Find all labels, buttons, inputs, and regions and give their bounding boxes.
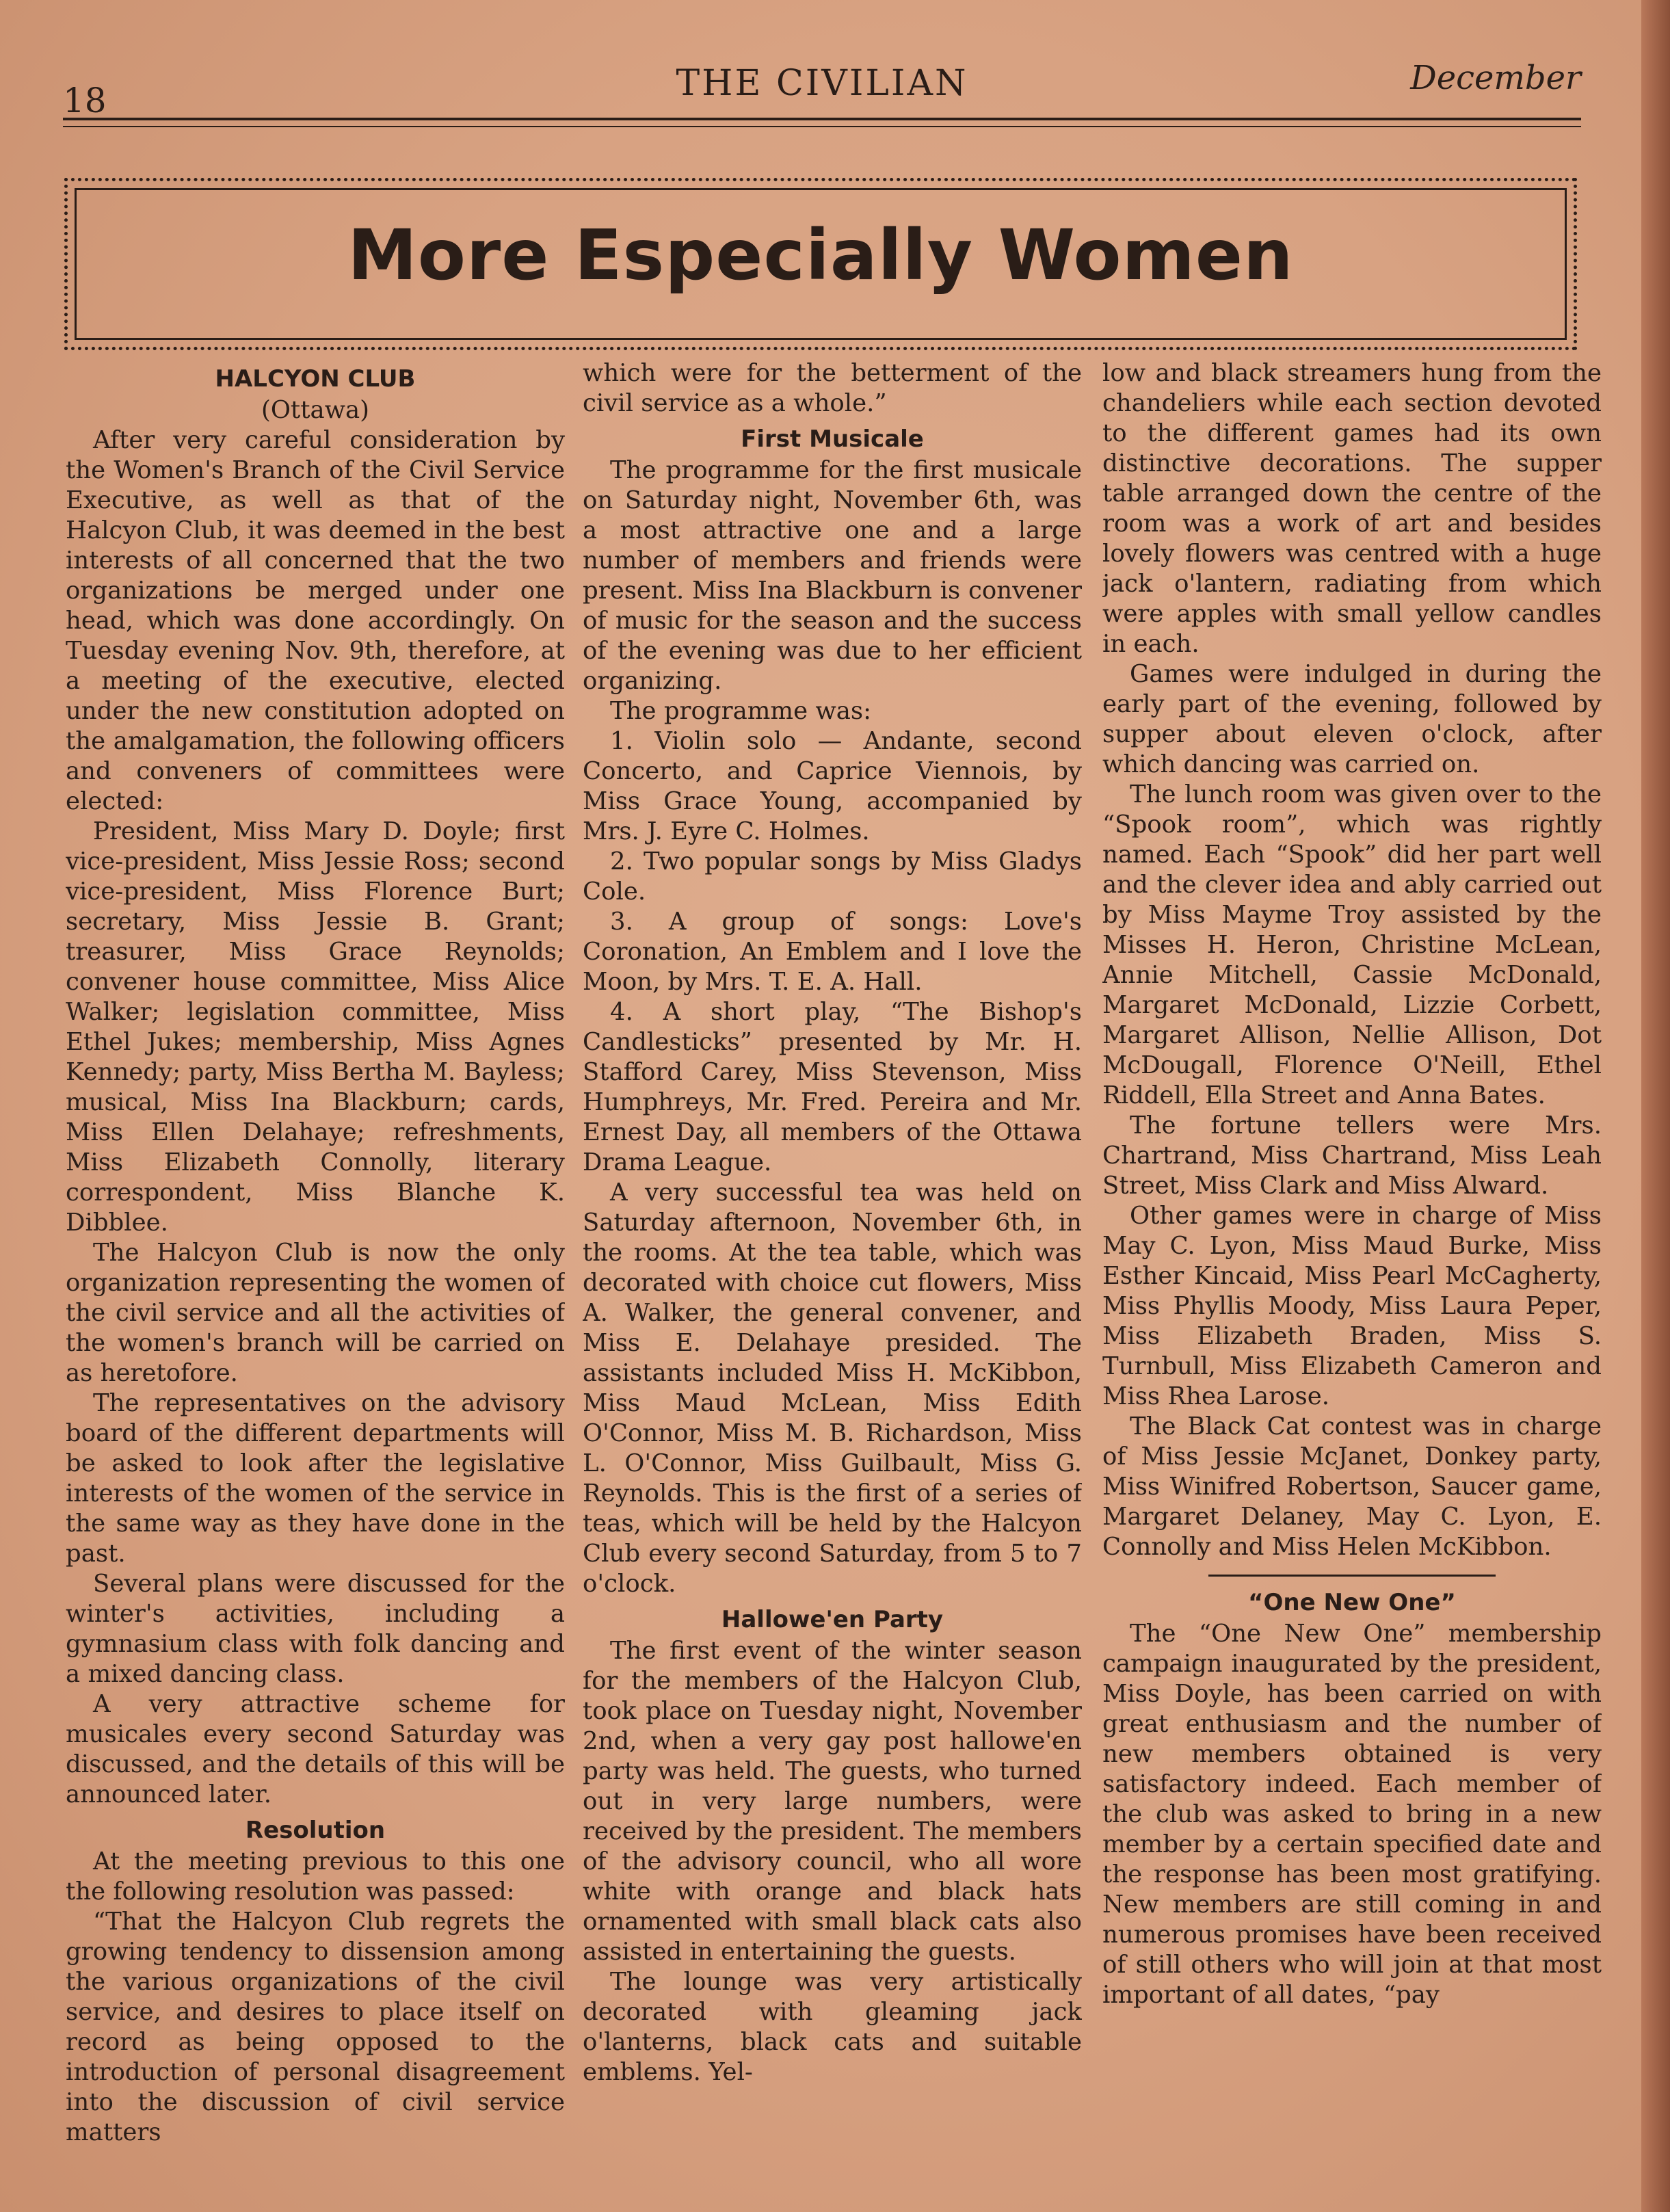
section-divider (1208, 1575, 1496, 1577)
paragraph: The Black Cat contest was in charge of Miss Jessie McJanet, Donkey party, Miss Winifred Robertson, Saucer game, Margaret Delaney, May C. Lyon, E. Connolly and Miss Helen McKibbon. (1102, 1412, 1602, 1561)
section-title-box (64, 178, 1577, 350)
programme-item: 3. A group of songs: Love's Coronation, An Emblem and I love the Moon, by Mrs. T. E. A. Hall. (583, 908, 1082, 996)
section-heading-halloween-party: Hallowe'en Party (721, 1606, 944, 1633)
programme-item: 2. Two popular songs by Miss Gladys Cole. (583, 847, 1082, 906)
paragraph: The “One New One” membership campaign inaugurated by the president, Miss Doyle, has been carried on with great enthusiasm and the number of new members obtained is very satisfactory indeed. Each member of the club was asked to bring in a new member by a certain specified date and the response has been most gratifying. New members are still coming in and numerous promises have been received of still others who will join at that most important of all dates, “pay (1102, 1620, 1602, 2009)
header-rule (63, 118, 1581, 120)
paragraph: After very careful consideration by the Women's Branch of the Civil Service Executive, as well as that of the Halcyon Club, it was deemed in the best interests of all concerned that the two organizations be merged under one head, which was done accordingly. On Tuesday evening Nov. 9th, therefore, at a meeting of the executive, elected under the new constitution adopted on the amalgamation, the following officers and conveners of committees were elected: (66, 426, 565, 815)
paragraph: The programme was: (610, 697, 872, 725)
paragraph: A very successful tea was held on Saturday afternoon, November 6th, in the rooms. At the tea table, which was decorated with choice cut flowers, Miss A. Walker, the general convener, and Miss E. Delahaye presided. The assistants included Miss H. McKibbon, Miss Maud McLean, Miss Edith O'Connor, Miss M. B. Richardson, Miss L. O'Connor, Miss Guilbault, Miss G. Reynolds. This is the first of a series of teas, which will be held by the Halcyon Club every second Saturday, from 5 to 7 o'clock. (583, 1179, 1082, 1598)
article-heading: HALCYON CLUB (215, 365, 416, 393)
paragraph: A very attractive scheme for musicales every second Saturday was discussed, and the details of this will be announced later. (66, 1690, 565, 1808)
column-2 (583, 358, 1082, 2205)
issue-month: December (1410, 59, 1581, 97)
paragraph: Several plans were discussed for the winter's activities, including a gymnasium class with folk dancing and a mixed dancing class. (66, 1570, 565, 1688)
section-heading-first-musicale: First Musicale (741, 425, 924, 453)
section-heading-resolution: Resolution (245, 1817, 386, 1844)
paragraph: The Halcyon Club is now the only organization representing the women of the civil service and all the activities of the women's branch will be carried on as heretofore. (66, 1239, 565, 1387)
paragraph: At the meeting previous to this one the following resolution was passed: (66, 1847, 565, 1906)
column-1 (66, 358, 565, 2205)
article-subheading: (Ottawa) (261, 396, 370, 424)
paragraph: President, Miss Mary D. Doyle; first vice-president, Miss Jessie Ross; second vice-president, Miss Florence Burt; secretary, Miss Jessie B. Grant; treasurer, Miss Grace Reynolds; convener house committee, Miss Alice Walker; legislation committee, Miss Ethel Jukes; membership, Miss Agnes Kennedy; party, Miss Bertha M. Bayless; musical, Miss Ina Blackburn; cards, Miss Ellen Delahaye; refreshments, Miss Elizabeth Connolly, literary correspondent, Miss Blanche K. Dibblee. (66, 817, 565, 1237)
paragraph: Other games were in charge of Miss May C. Lyon, Miss Maud Burke, Miss Esther Kincaid, Miss Pearl McCagherty, Miss Phyllis Moody, Miss Laura Peper, Miss Elizabeth Braden, Miss S. Turnbull, Miss Elizabeth Cameron and Miss Rhea Larose. (1102, 1202, 1602, 1410)
header-rule-thin (63, 126, 1581, 127)
programme-item: 1. Violin solo — Andante, second Concerto, and Caprice Viennois, by Miss Grace Young, accompanied by Mrs. J. Eyre C. Holmes. (583, 727, 1082, 845)
paragraph: The fortune tellers were Mrs. Chartrand, Miss Chartrand, Miss Leah Street, Miss Clark and Miss Alward. (1102, 1111, 1602, 1200)
section-heading-one-new-one: “One New One” (1248, 1589, 1456, 1616)
paragraph: low and black streamers hung from the chandeliers while each section devoted to the different games had its own distinctive decorations. The supper table arranged down the centre of the room was a work of art and besides lovely flowers was centred with a huge jack o'lantern, radiating from which were apples with small yellow candles in each. (1102, 359, 1602, 658)
page-number: 18 (63, 81, 107, 120)
page-header (63, 55, 1581, 137)
paragraph: The representatives on the advisory board of the different departments will be asked to look after the legislative interests of the women of the service in the same way as they have done in the past. (66, 1389, 565, 1568)
paragraph: Games were indulged in during the early part of the evening, followed by supper about eleven o'clock, after which dancing was carried on. (1102, 660, 1602, 778)
magazine-title: THE CIVILIAN (676, 63, 968, 104)
paragraph: “That the Halcyon Club regrets the growing tendency to dissension among the various organizations of the civil service, and desires to place itself on record as being opposed to the introduction of personal disagreement into the discussion of civil service matters (66, 1908, 565, 2146)
paragraph: The lunch room was given over to the “Spook room”, which was rightly named. Each “Spook” did her part well and the clever idea and ably carried out by Miss Mayme Troy assisted by the Misses H. Heron, Christine McLean, Annie Mitchell, Cassie McDonald, Margaret McDonald, Lizzie Corbett, Margaret Allison, Nellie Allison, Dot McDougall, Florence O'Neill, Ethel Riddell, Ella Street and Anna Bates. (1102, 780, 1602, 1109)
paragraph: The lounge was very artistically decorated with gleaming jack o'lanterns, black cats and suitable emblems. Yel- (583, 1968, 1082, 2086)
page-edge (1641, 0, 1670, 2212)
paragraph: The programme for the first musicale on Saturday night, November 6th, was a most attractive one and a large number of members and friends were present. Miss Ina Blackburn is convener of music for the season and the success of the evening was due to her efficient organizing. (583, 456, 1082, 695)
section-title-frame (75, 188, 1567, 340)
section-title: More Especially Women (347, 215, 1294, 296)
paragraph: which were for the betterment of the civil service as a whole.” (583, 359, 1082, 417)
column-3 (1102, 358, 1602, 2205)
paragraph: The first event of the winter season for the members of the Halcyon Club, took place on Tuesday night, November 2nd, when a very gay post hallowe'en party was held. The guests, who turned out in very large numbers, were received by the president. The members of the advisory council, who all wore white with orange and black hats ornamented with small black cats also assisted in entertaining the guests. (583, 1637, 1082, 1966)
programme-item: 4. A short play, “The Bishop's Candlesticks” presented by Mr. H. Stafford Carey, Miss Stevenson, Miss Humphreys, Mr. Fred. Pereira and Mr. Ernest Day, all members of the Ottawa Drama League. (583, 998, 1082, 1176)
